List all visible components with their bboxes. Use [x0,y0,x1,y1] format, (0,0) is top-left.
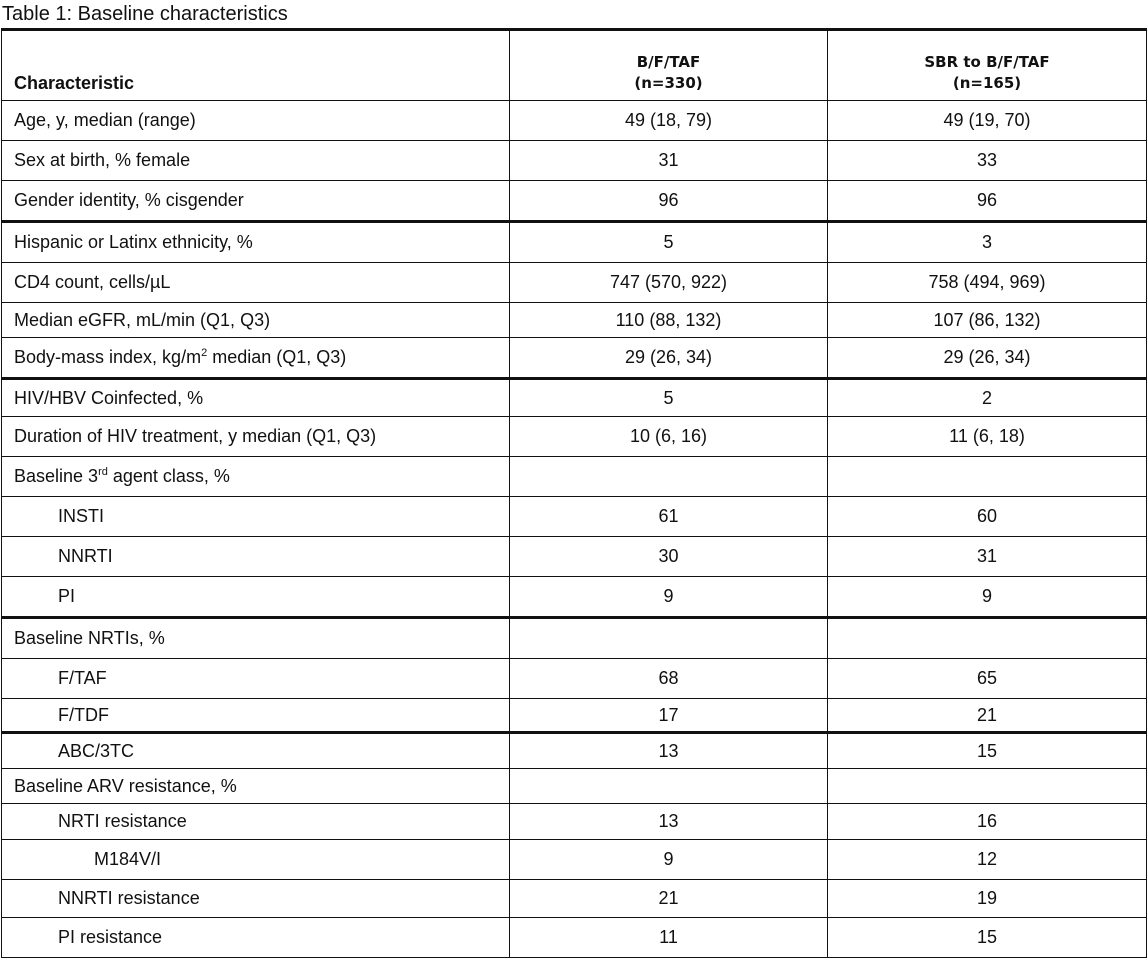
value-sbr-to-bftaf [828,457,1147,497]
value-bftaf: 30 [510,537,828,577]
table-row [2,733,1147,769]
value-sbr-to-bftaf [828,769,1147,804]
row-label: Hispanic or Latinx ethnicity, % [2,222,510,263]
table-row [2,840,1147,880]
table-row [2,769,1147,804]
table-row [2,804,1147,840]
table-row [2,417,1147,457]
value-sbr-to-bftaf: 15 [828,918,1147,958]
value-sbr-to-bftaf [828,618,1147,659]
row-label: Sex at birth, % female [2,141,510,181]
value-sbr-to-bftaf: 33 [828,141,1147,181]
value-bftaf: 17 [510,699,828,733]
row-label: M184V/I [2,840,510,880]
value-bftaf: 31 [510,141,828,181]
value-sbr-to-bftaf: 3 [828,222,1147,263]
table-row [2,181,1147,222]
table-row [2,880,1147,918]
value-bftaf: 49 (18, 79) [510,101,828,141]
row-label-text: Baseline 3 [14,466,99,486]
table-row [2,497,1147,537]
value-bftaf: 13 [510,733,828,769]
table-row [2,537,1147,577]
value-bftaf: 96 [510,181,828,222]
row-label: NRTI resistance [2,804,510,840]
row-label [2,338,510,379]
row-label: Baseline ARV resistance, % [2,769,510,804]
group2-name: SBR to B/F/TAF [924,53,1050,71]
table-row [2,141,1147,181]
row-label: F/TAF [2,659,510,699]
table-row [2,338,1147,379]
row-label: F/TDF [2,699,510,733]
table-row [2,263,1147,303]
header-group-bftaf [510,30,828,101]
value-sbr-to-bftaf: 31 [828,537,1147,577]
value-bftaf: 9 [510,577,828,618]
row-label: Gender identity, % cisgender [2,181,510,222]
table-row [2,618,1147,659]
row-label: PI resistance [2,918,510,958]
value-bftaf: 68 [510,659,828,699]
row-label: ABC/3TC [2,733,510,769]
value-sbr-to-bftaf: 107 (86, 132) [828,303,1147,338]
group2-n: (n=165) [952,74,1022,92]
table-row [2,379,1147,417]
value-bftaf: 13 [510,804,828,840]
value-sbr-to-bftaf: 11 (6, 18) [828,417,1147,457]
value-bftaf: 11 [510,918,828,958]
value-sbr-to-bftaf: 16 [828,804,1147,840]
value-sbr-to-bftaf: 29 (26, 34) [828,338,1147,379]
value-sbr-to-bftaf: 21 [828,699,1147,733]
value-sbr-to-bftaf: 15 [828,733,1147,769]
row-label-text: Body-mass index, kg/m [14,347,202,367]
value-bftaf: 61 [510,497,828,537]
value-sbr-to-bftaf: 60 [828,497,1147,537]
header-row [2,30,1147,101]
row-label-superscript: rd [98,466,108,478]
value-bftaf [510,618,828,659]
row-label: PI [2,577,510,618]
value-bftaf: 110 (88, 132) [510,303,828,338]
row-label: Median eGFR, mL/min (Q1, Q3) [2,303,510,338]
row-label-text: median (Q1, Q3) [207,347,347,367]
row-label: Age, y, median (range) [2,101,510,141]
row-label: HIV/HBV Coinfected, % [2,379,510,417]
group1-name: B/F/TAF [636,53,701,71]
table-row [2,101,1147,141]
value-bftaf: 10 (6, 16) [510,417,828,457]
row-label-text: agent class, % [107,466,230,486]
row-label [2,457,510,497]
value-sbr-to-bftaf: 758 (494, 969) [828,263,1147,303]
row-label: Baseline NRTIs, % [2,618,510,659]
value-sbr-to-bftaf: 96 [828,181,1147,222]
value-sbr-to-bftaf: 49 (19, 70) [828,101,1147,141]
value-bftaf: 5 [510,379,828,417]
value-bftaf: 5 [510,222,828,263]
table-row [2,303,1147,338]
table-row [2,577,1147,618]
value-sbr-to-bftaf: 9 [828,577,1147,618]
value-bftaf [510,457,828,497]
header-group-sbr [828,30,1147,101]
row-label: NNRTI [2,537,510,577]
value-bftaf: 9 [510,840,828,880]
value-bftaf: 29 (26, 34) [510,338,828,379]
table-row [2,699,1147,733]
group1-n: (n=330) [634,74,703,92]
value-bftaf: 747 (570, 922) [510,263,828,303]
table-row [2,659,1147,699]
baseline-characteristics-table [1,28,1147,958]
table-row [2,457,1147,497]
value-sbr-to-bftaf: 65 [828,659,1147,699]
row-label: NNRTI resistance [2,880,510,918]
row-label: Duration of HIV treatment, y median (Q1, Q3) [2,417,510,457]
table-caption: Table 1: Baseline characteristics [2,3,288,25]
value-sbr-to-bftaf: 12 [828,840,1147,880]
row-label-superscript: 2 [201,347,208,359]
row-label: INSTI [2,497,510,537]
value-bftaf: 21 [510,880,828,918]
header-characteristic: Characteristic [2,30,510,101]
row-label: CD4 count, cells/µL [2,263,510,303]
table-row [2,918,1147,958]
value-sbr-to-bftaf: 2 [828,379,1147,417]
value-bftaf [510,769,828,804]
table-row [2,222,1147,263]
value-sbr-to-bftaf: 19 [828,880,1147,918]
